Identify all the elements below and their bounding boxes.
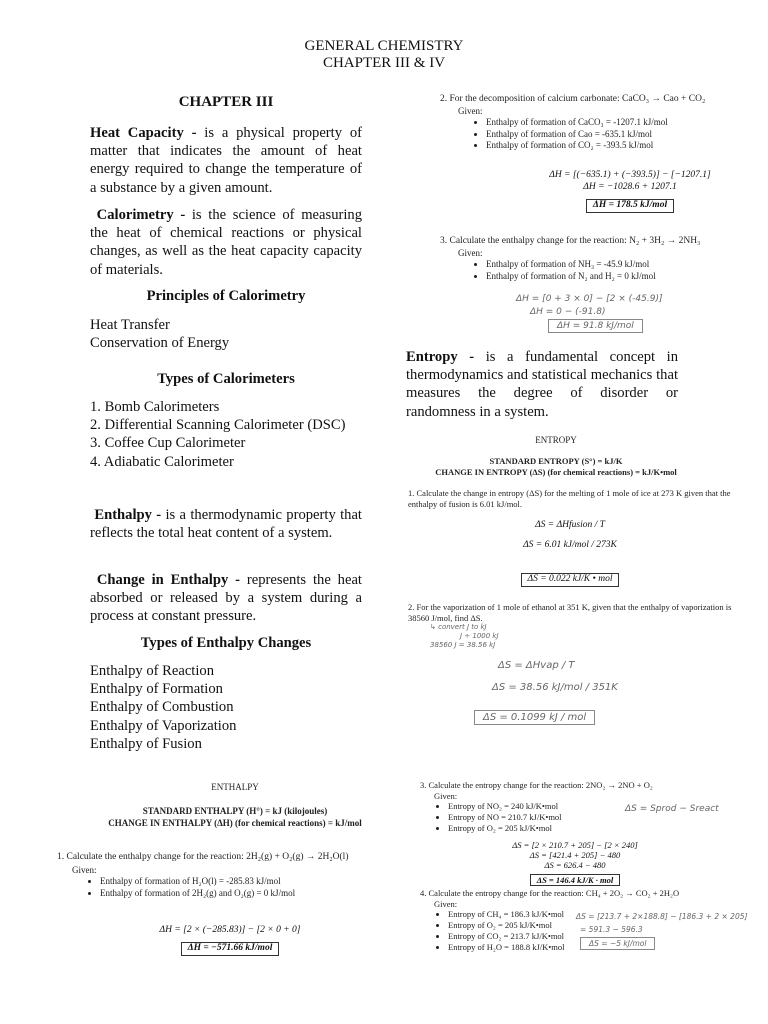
chapter-heading: CHAPTER III (178, 94, 274, 110)
list-item: Enthalpy of Combustion (90, 699, 234, 716)
heat-capacity-term: Heat Capacity - (90, 125, 197, 141)
entropy-q4-handwritten-answer-wrap (580, 937, 655, 950)
list-item: 1. Bomb Calorimeters (90, 399, 220, 415)
entropy-question-3: 3. Calculate the entropy change for the reaction: 2NO₂ → 2NO + O₂ (420, 780, 653, 790)
change-enthalpy-definition: represents the heat absorbed or released by a system during a process at constant pressure. (90, 572, 362, 625)
list-item: 3. Coffee Cup Calorimeter (90, 435, 246, 452)
entropy-question-2: 2. For the vaporization of 1 mole of ethanol at 351 K, given that the enthalpy of vaporization is 38560 J/mol, find ΔS. (408, 602, 732, 623)
list-item: Enthalpy of Vaporization (90, 717, 237, 734)
q2-equation-1: ΔH = [(−635.1) + (−393.5)] − [−1207.1] (549, 170, 711, 180)
q2-handwritten-note-3: 38560 J = 38.56 kJ (430, 641, 496, 649)
entropy-q1-answer-wrap (490, 568, 650, 587)
entropy-q4-handwritten-step-1: ΔS = [213.7 + 2×188.8] − [186.3 + 2 × 205] (576, 912, 748, 921)
list-item: Enthalpy of Reaction (90, 663, 215, 679)
document-subtitle: CHAPTER III & IV (322, 55, 446, 71)
list-item: 4. Adiabatic Calorimeter (90, 453, 234, 470)
given-label: Given: (458, 106, 483, 116)
list-item: • Enthalpy of formation of CO₂ = -393.5 kJ/mol (486, 140, 768, 152)
entropy-paragraph (406, 348, 678, 421)
q2-answer-wrap (500, 194, 760, 213)
list-item: • Enthalpy of formation of N₂ and H₂ = 0 kJ/mol (486, 271, 768, 283)
entropy-q1-equation-2: ΔS = 6.01 kJ/mol / 273K (523, 540, 617, 550)
entropy-question-4: 4. Calculate the entropy change for the reaction: CH₄ + 2O₂ → CO₂ + 2H₂O (420, 888, 680, 898)
list-item: Enthalpy of Formation (90, 681, 223, 698)
q3-handwritten-answer: ΔH = 91.8 kJ/mol (548, 319, 643, 333)
entropy-definition: is a fundamental concept in thermodynamics and statistical mechanics that measures the degree of disorder or randomness in a system. (406, 349, 678, 420)
enthalpy-definition: is a thermodynamic property that reflects the total heat content of a system. (90, 507, 362, 542)
given-label: Given: (434, 791, 458, 801)
list-item: • Entropy of O₂ = 205 kJ/K•mol (448, 920, 648, 931)
given-label: Given: (458, 248, 483, 258)
enthalpy-sheet-title: ENTHALPY (211, 782, 259, 792)
enthalpy-q1-answer: ΔH = −571.66 kJ/mol (181, 942, 280, 956)
enthalpy-question-1: 1. Calculate the enthalpy change for the reaction: 2H₂(g) + O₂(g) → 2H₂O(l) (57, 852, 349, 862)
list-item: • Entropy of NO = 210.7 kJ/K•mol (448, 812, 648, 823)
enthalpy-paragraph (90, 506, 362, 542)
enthalpy-types-heading: Types of Enthalpy Changes (140, 635, 312, 651)
standard-entropy-line: STANDARD ENTROPY (S°) = kJ/K (489, 456, 623, 466)
calorimeter-list (90, 398, 362, 471)
entropy-q3-equation-3: ΔS = 626.4 − 480 (544, 860, 606, 870)
principles-list (90, 316, 362, 352)
list-item: • Entropy of NO₂ = 240 kJ/K•mol (448, 801, 648, 812)
heat-capacity-definition: is a physical property of matter that indicates the amount of heat energy required to change the temperature of a substance by a given amount. (90, 125, 362, 196)
calorimeter-types-heading: Types of Calorimeters (157, 371, 295, 387)
entropy-q4-handwritten-answer: ΔS = −5 kJ/mol (580, 937, 655, 950)
list-item: • Enthalpy of formation of CaCO₃ = -1207.1 kJ/mol (486, 117, 768, 129)
list-item: • Entropy of H₂O = 188.8 kJ/K•mol (448, 942, 648, 953)
given-label: Given: (72, 865, 97, 875)
entropy-q3-answer-wrap (470, 870, 680, 888)
entropy-question-1: 1. Calculate the change in entropy (ΔS) for the melting of 1 mole of ice at 273 K given that the enthalpy of fusion is 6.01 kJ/mol. (408, 488, 731, 509)
q2-given-list (458, 117, 768, 152)
calorimetry-term: Calorimetry - (96, 207, 186, 223)
entropy-q3-handwritten-formula: ΔS = Sprod − Sreact (625, 804, 719, 814)
calorimetry-definition: is the science of measuring the heat of chemical reactions or physical changes, as well as the heat capacity capacity of materials. (90, 207, 362, 278)
entropy-term: Entropy - (406, 349, 475, 365)
list-item: 2. Differential Scanning Calorimeter (DSC) (90, 417, 346, 434)
change-entropy-line: CHANGE IN ENTROPY (ΔS) (for chemical reactions) = kJ/K•mol (435, 467, 677, 477)
entropy-q1-equation-1: ΔS = ΔHfusion / T (535, 520, 605, 530)
entropy-q3-answer: ΔS = 146.4 kJ/K · mol (530, 874, 621, 886)
enthalpy-types-list (90, 662, 362, 753)
list-item: Heat Transfer (90, 317, 170, 333)
list-item: Conservation of Energy (90, 335, 230, 352)
list-item: • Enthalpy of formation of 2H₂(g) and O₂(g) = 0 kJ/mol (100, 888, 420, 900)
list-item: • Entropy of O₂ = 205 kJ/K•mol (448, 823, 648, 834)
enthalpy-question-2: 2. For the decomposition of calcium carbonate: CaCO₃ → Cao + CO₂ (440, 94, 706, 104)
q2-handwritten-answer-wrap (474, 710, 595, 725)
q2-equation-2: ΔH = −1028.6 + 1207.1 (583, 182, 677, 192)
enthalpy-term: Enthalpy - (94, 507, 162, 523)
heat-capacity-paragraph (90, 124, 362, 197)
enthalpy-q1-equation: ΔH = [2 × (−285.83)] − [2 × 0 + 0] (159, 925, 301, 935)
list-item: • Enthalpy of formation of H₂O(l) = -285.83 kJ/mol (100, 876, 420, 888)
entropy-q1-answer: ΔS = 0.022 kJ/K • mol (521, 573, 620, 587)
list-item: • Enthalpy of formation of NH₃ = -45.9 kJ/mol (486, 259, 768, 271)
list-item: • Entropy of CO₂ = 213.7 kJ/K•mol (448, 931, 648, 942)
list-item: Enthalpy of Fusion (90, 735, 202, 752)
change-enthalpy-paragraph (90, 571, 362, 626)
q3-handwritten-step-1: ΔH = [0 + 3 × 0] − [2 × (-45.9)] (516, 294, 663, 304)
principles-heading: Principles of Calorimetry (146, 288, 306, 304)
change-enthalpy-term: Change in Enthalpy - (96, 572, 241, 588)
given-label: Given: (434, 899, 458, 909)
q2-answer: ΔH = 178.5 kJ/mol (586, 199, 674, 213)
entropy-q3-equation-2: ΔS = [421.4 + 205] − 480 (529, 850, 621, 860)
change-enthalpy-line: CHANGE IN ENTHALPY (ΔH) (for chemical reactions) = kJ/mol (108, 818, 362, 828)
standard-enthalpy-line: STANDARD ENTHALPY (H°) = kJ (kilojoules) (142, 806, 328, 816)
q3-handwritten-step-2: ΔH = 0 − (-91.8) (530, 307, 606, 317)
q2-handwritten-answer: ΔS = 0.1099 kJ / mol (474, 710, 595, 725)
list-item: • Entropy of CH₄ = 186.3 kJ/K•mol (448, 909, 648, 920)
enthalpy-q1-given-list (72, 876, 420, 899)
document-title: GENERAL CHEMISTRY (304, 38, 464, 54)
entropy-sheet-title: ENTROPY (535, 435, 577, 445)
q2-handwritten-formula: ΔS = ΔHvap / T (498, 660, 575, 671)
list-item: • Enthalpy of formation of Cao = -635.1 kJ/mol (486, 129, 768, 141)
q2-handwritten-note-1: ↳ convert J to kJ (430, 623, 487, 631)
calorimetry-paragraph (90, 206, 362, 279)
enthalpy-q1-answer-wrap (100, 937, 360, 956)
q2-handwritten-substitution: ΔS = 38.56 kJ/mol / 351K (492, 682, 618, 693)
enthalpy-question-3: 3. Calculate the enthalpy change for the reaction: N₂ + 3H₂ → 2NH₃ (440, 236, 701, 246)
entropy-q3-equation-1: ΔS = [2 × 210.7 + 205] − [2 × 240] (512, 840, 638, 850)
entropy-q4-handwritten-step-2: = 591.3 − 596.3 (580, 925, 643, 934)
q3-given-list (458, 259, 768, 282)
q2-handwritten-note-2: J ÷ 1000 kJ (460, 632, 499, 640)
entropy-q3-given-list (420, 801, 648, 834)
q3-handwritten-answer-wrap (548, 319, 643, 333)
